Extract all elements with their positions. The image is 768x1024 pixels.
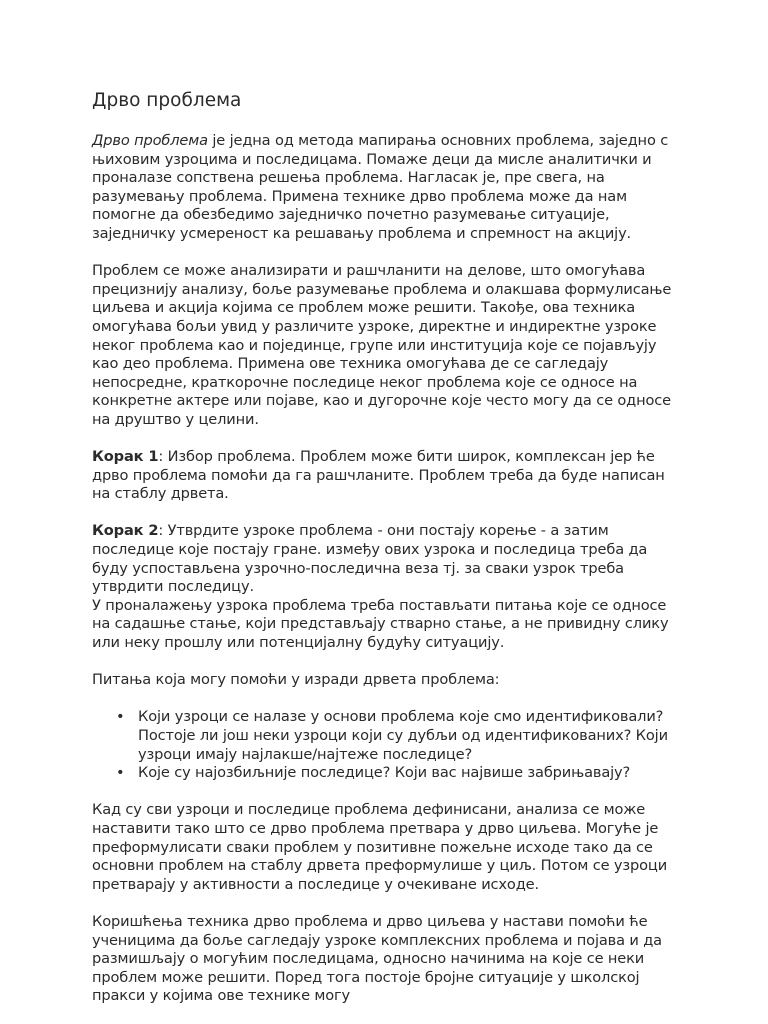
step-2-label: Корак 2 xyxy=(92,522,159,540)
intro-italic-lead: Дрво проблема xyxy=(92,132,208,149)
intro-text: је једна од метода мапирања основних проблема, заједно с њиховим узроцима и последицама. Помаже деци да мисле аналитички и проналазе сопствена решења проблема. Нагласак је, пре свега, на разумевању проблема. Примена технике дрво проблема може да нам помогне да обезбедимо заједничко почетно разумевање ситуације, заједничку усмереност ка решавању проблема и спремност на акцију. xyxy=(92,132,669,242)
goals-tree-paragraph: Кад су сви узроци и последице проблема дефинисани, анализа се може наставити тако што се дрво проблема претвара у дрво циљева. Могуће је преформулисати сваки проблем у позитивне пожељне исходе тако да се основни проблем на стаблу дрвета преформулише у циљ. Потом се узроци претварају у активности а последице у очекиване исходе. xyxy=(92,801,668,893)
list-item-text: Који узроци се налазе у основи проблема које смо идентификовали? Постоје ли још неки узроци који су дубљи од идентификованих? Који узроци имају најлакше/најтеже последице? xyxy=(138,708,668,763)
bullet-icon: • xyxy=(116,708,125,726)
step-1-label: Корак 1 xyxy=(92,448,159,466)
step-1-text: : Избор проблема. Проблем може бити широк, комплексан јер ће дрво проблема помоћи да га рашчланите. Проблем треба да буде написан на стаблу дрвета. xyxy=(92,448,665,503)
questions-intro: Питања која могу помоћи у изради дрвета проблема: xyxy=(92,671,500,689)
list-item xyxy=(116,708,682,764)
step-2-text: : Утврдите узроке проблема - они постају корење - а затим последице које постају гране. између ових узрока и последица треба да буду успостављена узрочно-последична веза тј. за сваки узрок треба утврдити последицу. xyxy=(92,522,648,596)
list-item xyxy=(116,764,682,783)
document-title: Дрво проблема xyxy=(92,90,242,111)
questions-list xyxy=(92,708,682,782)
document-page xyxy=(92,88,682,1006)
intro-paragraph xyxy=(92,132,682,244)
bullet-icon: • xyxy=(116,764,125,782)
list-item-text: Које су најозбиљније последице? Који вас највише забрињавају? xyxy=(138,764,631,782)
step-2-extra-text: У проналажењу узрока проблема треба постављати питања које се односе на садашње стање, који представљају стварно стање, а не привидну слику или неку прошлу или потенцијалну будућу ситуацију. xyxy=(92,596,669,652)
analysis-paragraph: Проблем се може анализирати и рашчланити на делове, што омогућава прецизнију анализу, боље разумевање проблема и олакшава формулисање циљева и акција којима се проблем може решити. Такође, ова техника омогућава бољи увид у различите узроке, директне и индиректне узроке неког проблема као и појединце, групе или институција које се појављују као део проблема. Примена ове техника омогућава де се сагледају непосредне, краткорочне последице неког проблема које се односе на конкретне актере или појаве, као и дугорочне које често могу да се односе на друштво у целини. xyxy=(92,262,672,428)
step-2-paragraph xyxy=(92,522,682,652)
step-1-paragraph xyxy=(92,448,682,504)
teaching-paragraph: Коришћења техника дрво проблема и дрво циљева у настави помоћи ће ученицима да боље сагледају узроке комплексних проблема и појава и да размишљају о могућим последицама, односно начинима на које се неки проблем може решити. Поред тога постоје бројне ситуације у школској пракси у којима ове технике могу xyxy=(92,912,662,1005)
